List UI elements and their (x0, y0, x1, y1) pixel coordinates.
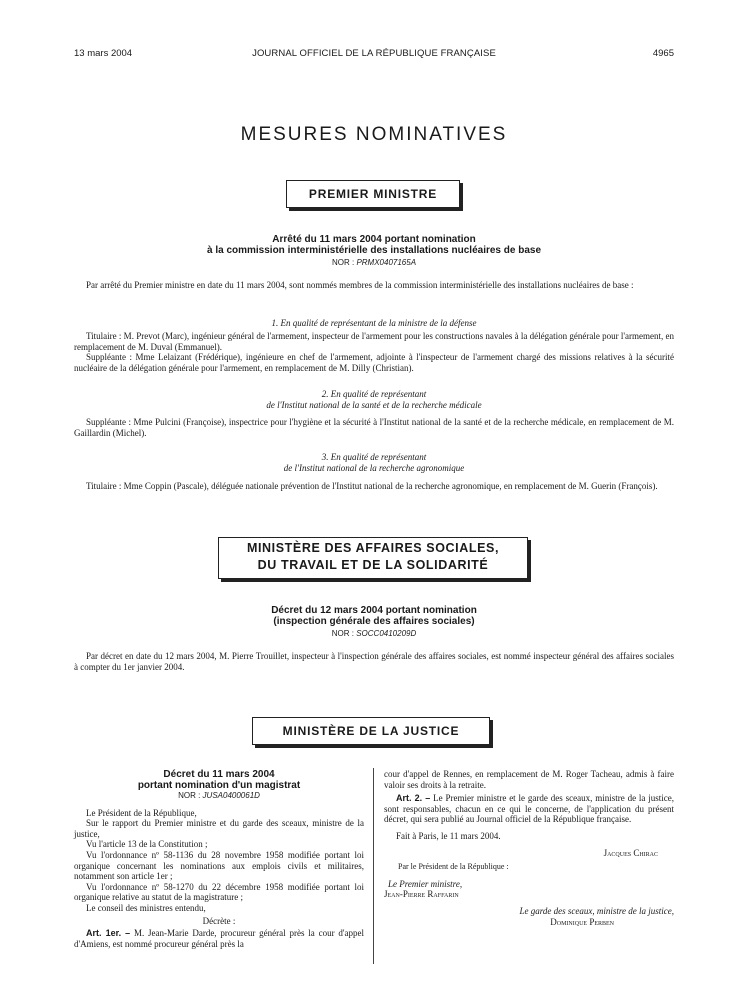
header-page-number: 4965 (652, 48, 674, 59)
signature-president: Jacques Chirac (603, 847, 658, 858)
subheading-line1: 2. En qualité de représentant (321, 389, 427, 399)
paragraph: Suppléante : Mme Lelaizant (Frédérique), ingénieure en chef de l'armement, adjointe à l'inspecteur de l'armement chargé des missions relatives à la sécurité nucléaire de la délégation générale pour l'armement, en remplacement de M. Dilly (Christian). (74, 352, 674, 373)
arrete-title-line2: à la commission interministérielle des installations nucléaires de base (206, 245, 542, 256)
sub2-paragraphs (74, 417, 674, 438)
arrete-nor (74, 258, 674, 267)
visa-line: Vu l'article 13 de la Constitution ; (86, 839, 208, 850)
article-1 (74, 928, 364, 949)
nor-label: NOR : (331, 629, 354, 638)
nor-value: SOCC0410209D (356, 629, 417, 638)
gds-name: Dominique Perben (550, 916, 614, 927)
article-1-label: Art. 1er. – (86, 928, 131, 939)
section-box-title: PREMIER MINISTRE (308, 187, 438, 201)
right-column (384, 769, 674, 927)
justice-nor (74, 791, 364, 802)
paragraph: Titulaire : Mme Coppin (Pascale), déléguée nationale prévention de l'Institut national de la recherche agronomique, en remplacement de M. Guerin (François). (86, 481, 658, 491)
nor-label: NOR : (331, 258, 355, 267)
nor-label: NOR : (178, 791, 201, 800)
header-journal-title: JOURNAL OFFICIEL DE LA RÉPUBLIQUE FRANÇAISE (252, 48, 496, 59)
section-box-justice (252, 717, 490, 745)
header-date: 13 mars 2004 (74, 48, 133, 59)
article-2 (384, 793, 674, 825)
visa-line: Le Président de la République, (86, 807, 197, 818)
visa-line: Sur le rapport du Premier ministre et du garde des sceaux, ministre de la justice, (74, 818, 364, 839)
arrete-title-line1: Arrêté du 11 mars 2004 portant nomination (272, 234, 476, 245)
paragraph: Par décret en date du 12 mars 2004, M. Pierre Trouillet, inspecteur à l'inspection générale des affaires sociales, est nommé inspecteur général des affaires sociales à compter du 1er janvier 2004. (74, 651, 674, 672)
subheading-line1: 3. En qualité de représentant (321, 452, 427, 462)
pm-title: Le Premier ministre, (388, 878, 463, 889)
justice-title-line2: portant nomination d'un magistrat (137, 780, 301, 791)
article-1-continued: cour d'appel de Rennes, en remplacement de M. Roger Tacheau, admis à faire valoir ses droits à la retraite. (384, 769, 674, 790)
subheading-3 (74, 452, 674, 473)
visa-line: Vu l'ordonnance nº 58-1136 du 28 novembre 1958 modifiée portant loi organique concernant les nominations aux emplois civils et militaires, notamment son article 1er ; (74, 849, 364, 882)
decret-title-line1: Décret du 12 mars 2004 portant nomination (271, 605, 477, 616)
decret-text (74, 651, 674, 672)
paragraph: Suppléante : Mme Pulcini (Françoise), inspectrice pour l'hygiène et la sécurité à l'Institut national de la santé et de la recherche médicale, en remplacement de M. Gaillardin (Michel). (74, 417, 674, 438)
subheading-2 (74, 389, 674, 410)
paragraph: Par arrêté du Premier ministre en date du 11 mars 2004, sont nommés membres de la commission interministérielle des installations nucléaires de base : (86, 280, 634, 290)
paragraph: Titulaire : M. Prevot (Marc), ingénieur général de l'armement, inspecteur de l'armement pour les constructions navales à la délégation générale pour l'armement, en remplacement de M. Duval (Emmanuel). (74, 331, 674, 352)
column-divider (373, 768, 374, 964)
main-title: MESURES NOMINATIVES (240, 124, 508, 145)
section-box-premier-ministre (286, 180, 460, 208)
fait-a-paris: Fait à Paris, le 11 mars 2004. (396, 830, 501, 841)
sub1-paragraphs (74, 331, 674, 373)
par-le-president: Par le Président de la République : (398, 862, 509, 872)
decrete: Décrète : (202, 915, 236, 926)
decret-nor (74, 629, 674, 638)
article-1-text: M. Jean-Marie Darde, procureur général près la cour d'appel d'Amiens, est nommé procureur général près la (74, 928, 364, 949)
nor-value: JUSA0400061D (202, 791, 260, 800)
arrete-intro (74, 280, 674, 291)
subheading-1 (74, 318, 674, 329)
section-box-line2: DU TRAVAIL ET DE LA SOLIDARITÉ (257, 558, 489, 572)
page-header (74, 48, 674, 62)
section-box-line1: MINISTÈRE DES AFFAIRES SOCIALES, (246, 541, 500, 555)
article-2-label: Art. 2. – (396, 793, 431, 804)
nor-value: PRMX0407165A (356, 258, 417, 267)
subheading-line2: de l'Institut national de la recherche agronomique (283, 462, 465, 473)
section-box-title: MINISTÈRE DE LA JUSTICE (282, 724, 460, 738)
article-2-text: Le Premier ministre et le garde des sceaux, ministre de la justice, sont responsables, chacun en ce qui le concerne, de l'application du présent décret, qui sera publié au Journal officiel de la République française. (384, 793, 675, 825)
visa-line: Le conseil des ministres entendu, (86, 902, 206, 913)
sub3-paragraphs (74, 481, 674, 492)
justice-title-line1: Décret du 11 mars 2004 (163, 769, 275, 780)
subheading-line2: de l'Institut national de la santé et de la recherche médicale (266, 399, 482, 410)
left-column (74, 769, 364, 949)
subheading-text: 1. En qualité de représentant de la ministre de la défense (271, 318, 477, 328)
pm-name: Jean-Pierre Raffarin (384, 889, 459, 900)
decret-title-line2: (inspection générale des affaires sociales) (273, 616, 475, 627)
visa-line: Vu l'ordonnance nº 58-1270 du 22 décembre 1958 modifiée portant loi organique relative au statut de la magistrature ; (74, 881, 364, 903)
gds-title: Le garde des sceaux, ministre de la justice, (519, 905, 674, 916)
section-box-affaires-sociales (218, 537, 528, 579)
